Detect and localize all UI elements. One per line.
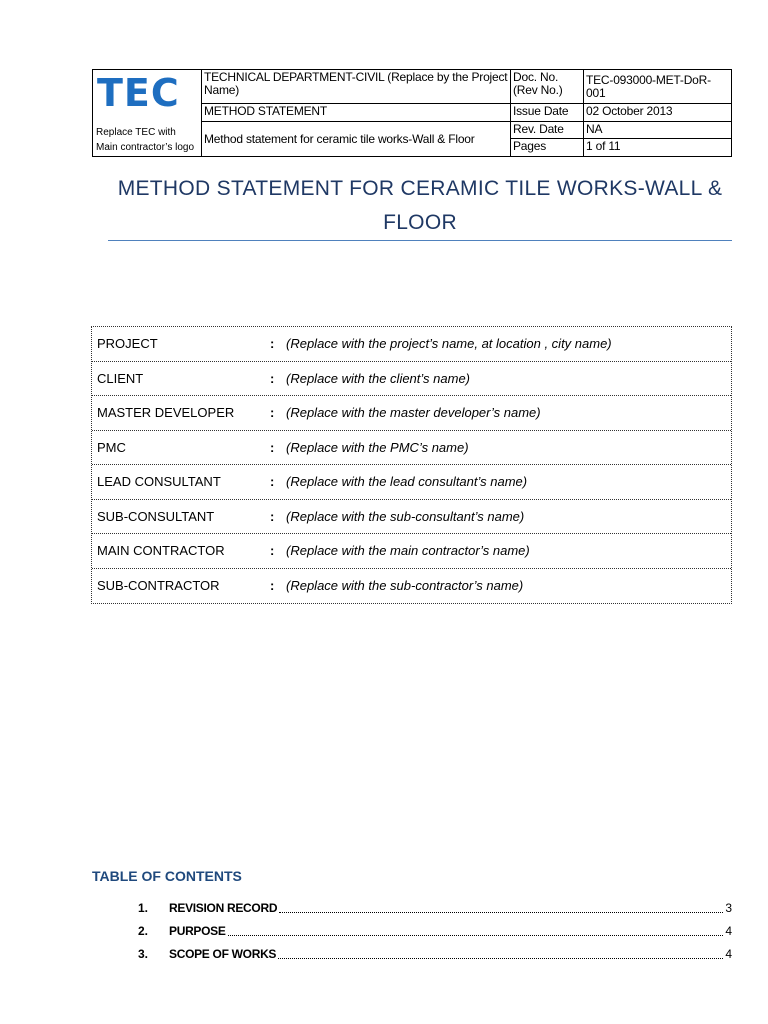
- header-middle-column: [202, 70, 511, 156]
- issue-date-value: 02 October 2013: [584, 104, 731, 122]
- toc-heading: TABLE OF CONTENTS: [92, 868, 242, 884]
- document-subject: Method statement for ceramic tile works-Wall & Floor: [204, 131, 475, 146]
- toc-item[interactable]: [138, 942, 732, 965]
- toc-item-title[interactable]: SCOPE OF WORKS: [169, 946, 277, 961]
- project-info-row: [92, 534, 731, 569]
- info-label: MAIN CONTRACTOR: [97, 543, 225, 559]
- logo-note-line-2: Main contractor’s logo: [96, 142, 195, 153]
- logo-cell: [93, 70, 202, 156]
- toc-item-title[interactable]: PURPOSE: [169, 923, 226, 938]
- info-label: MASTER DEVELOPER: [97, 405, 235, 421]
- toc-item[interactable]: [138, 896, 732, 919]
- toc-item[interactable]: [138, 919, 732, 942]
- project-info-row: [92, 431, 731, 466]
- document-header-table: [92, 69, 732, 157]
- toc-item-title[interactable]: REVISION RECORD: [169, 900, 278, 915]
- toc-leader-dots: [278, 949, 723, 959]
- toc-leader-dots: [228, 926, 724, 936]
- rev-date-value: NA: [584, 122, 731, 139]
- info-separator: :: [270, 336, 275, 352]
- info-label: SUB-CONTRACTOR: [97, 578, 220, 594]
- doc-no-value: TEC-093000-MET-DoR-001: [584, 70, 731, 104]
- info-separator: :: [270, 439, 275, 455]
- project-info-table: [91, 326, 732, 604]
- info-separator: :: [270, 578, 275, 594]
- pages-value: 1 of 11: [586, 139, 621, 153]
- toc-item-number: 1.: [138, 900, 149, 915]
- info-label: LEAD CONSULTANT: [97, 474, 221, 490]
- logo-note-line-1: Replace TEC with: [96, 127, 176, 138]
- toc-item-number: 2.: [138, 923, 149, 938]
- info-separator: :: [270, 405, 275, 421]
- info-separator: :: [270, 543, 275, 559]
- toc-leader-dots: [279, 903, 723, 913]
- project-info-row: [92, 500, 731, 535]
- info-label: PMC: [97, 439, 126, 455]
- header-label-column: [511, 70, 584, 156]
- project-info-row: [92, 362, 731, 397]
- pages-label: Pages: [513, 139, 547, 153]
- info-separator: :: [270, 474, 275, 490]
- info-separator: :: [270, 370, 275, 386]
- issue-date-label: Issue Date: [511, 104, 583, 122]
- toc-item-number: 3.: [138, 946, 149, 961]
- info-separator: :: [270, 508, 275, 524]
- toc-item-page: 4: [725, 946, 732, 961]
- logo-note: [96, 125, 194, 155]
- doc-no-label: Doc. No. (Rev No.): [511, 70, 583, 104]
- toc-item-page: 4: [725, 923, 732, 938]
- info-value: (Replace with the PMC’s name): [286, 439, 469, 455]
- department-name: TECHNICAL DEPARTMENT-CIVIL (Replace by the Project Name): [202, 70, 510, 104]
- info-value: (Replace with the sub-consultant’s name): [286, 508, 525, 524]
- project-info-row: [92, 465, 731, 500]
- info-label: SUB-CONSULTANT: [97, 508, 215, 524]
- document-type: METHOD STATEMENT: [202, 104, 510, 122]
- rev-date-label: Rev. Date: [511, 122, 583, 139]
- info-value: (Replace with the project’s name, at location , city name): [286, 336, 612, 352]
- info-label: PROJECT: [97, 336, 158, 352]
- info-value: (Replace with the lead consultant’s name): [286, 474, 528, 490]
- title-divider: [108, 240, 732, 241]
- project-info-row: [92, 569, 731, 604]
- project-info-row: [92, 396, 731, 431]
- info-value: (Replace with the sub-contractor’s name): [286, 578, 524, 594]
- info-value: (Replace with the master developer’s name): [286, 405, 541, 421]
- info-label: CLIENT: [97, 370, 144, 386]
- info-value: (Replace with the client’s name): [286, 370, 471, 386]
- table-of-contents: [138, 896, 732, 965]
- project-info-row: [92, 327, 731, 362]
- document-title: METHOD STATEMENT FOR CERAMIC TILE WORKS-WALL & FLOOR: [117, 177, 723, 234]
- tec-logo: TEC: [97, 71, 180, 115]
- toc-item-page: 3: [725, 900, 732, 915]
- header-value-column: [584, 70, 731, 156]
- info-value: (Replace with the main contractor’s name): [286, 543, 530, 559]
